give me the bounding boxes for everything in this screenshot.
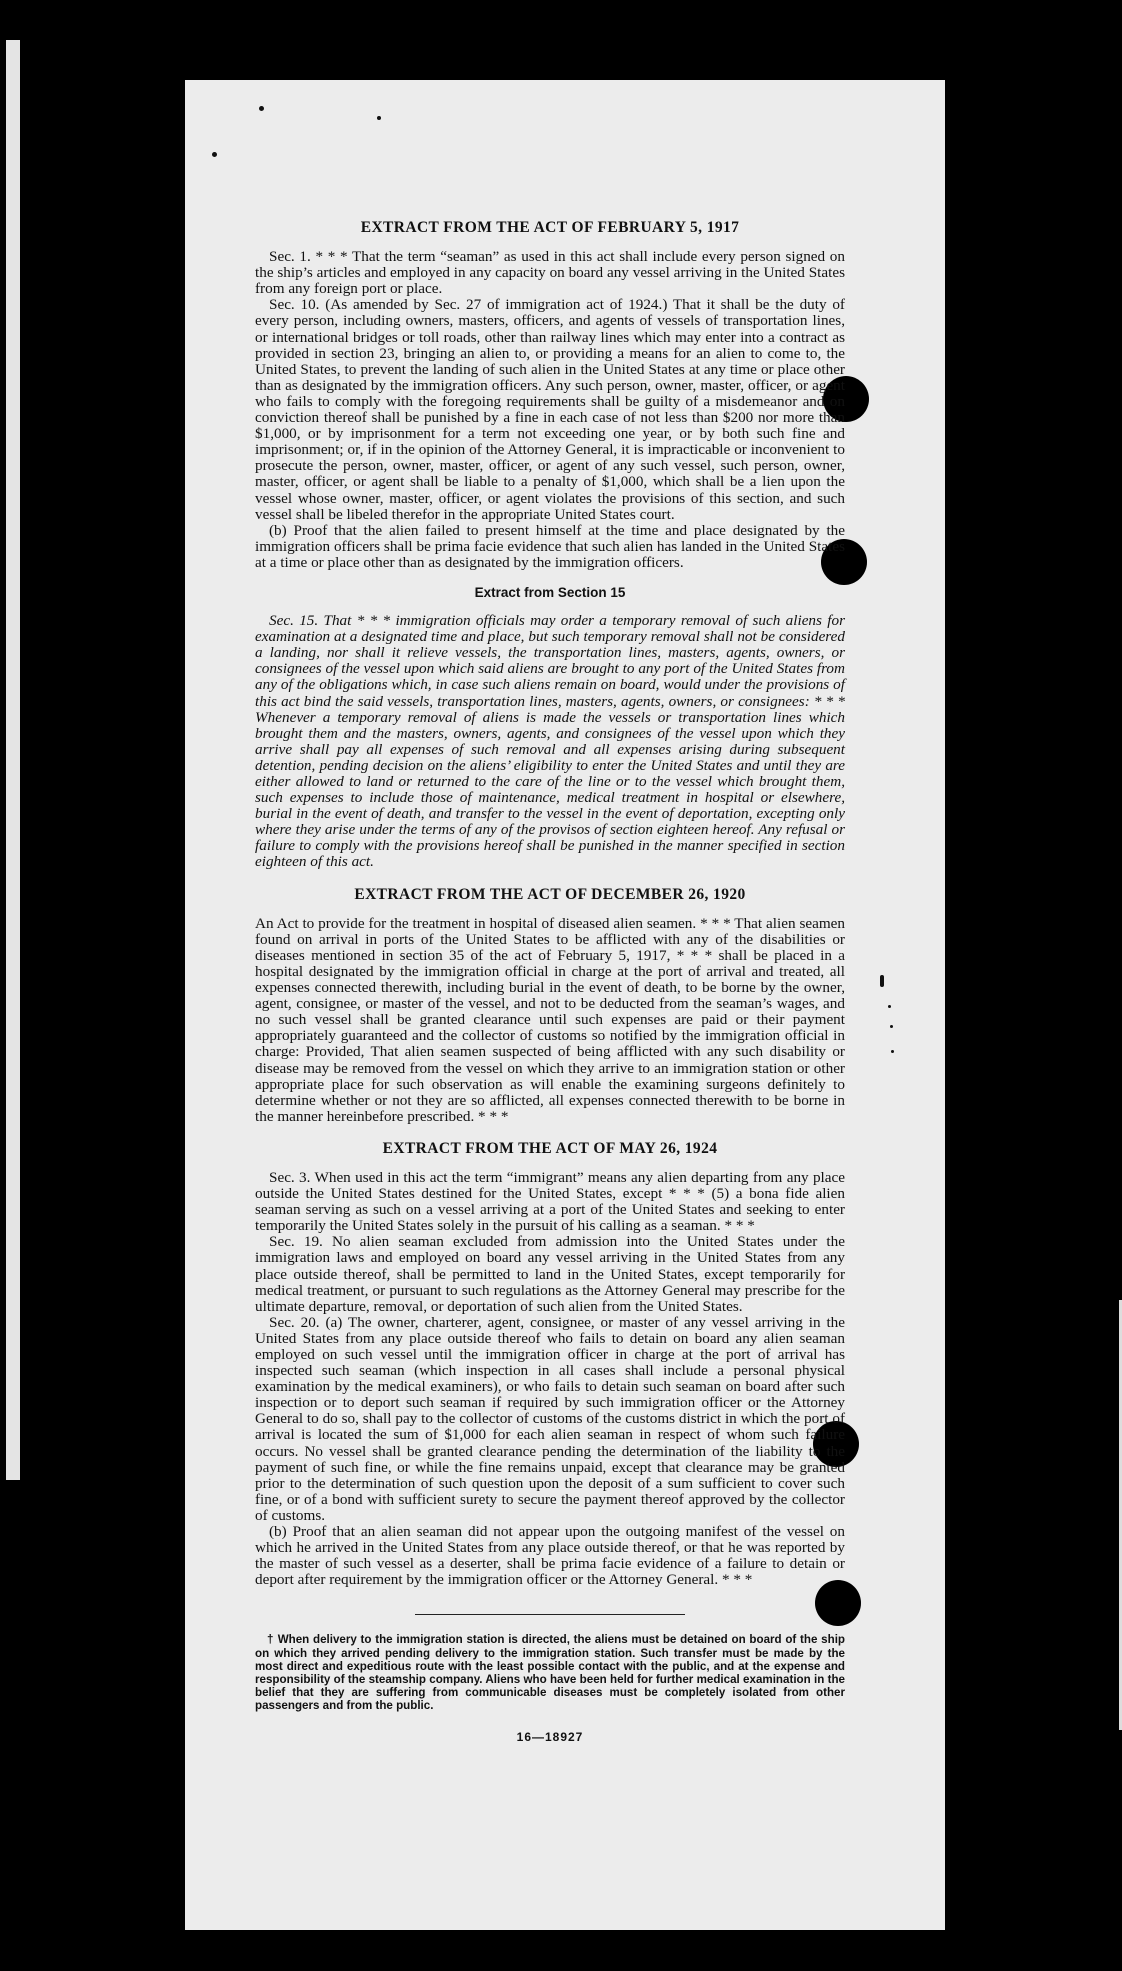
heading-act-dec-1920: EXTRACT FROM THE ACT OF DECEMBER 26, 1920 [354, 885, 746, 903]
ink-speck [890, 1025, 893, 1028]
paragraph-sec-20-a: Sec. 20. (a) The owner, charterer, agent, consignee, or master of any vessel arriving in the United States from any place outside thereof who fails to detain on board any alien seaman employed on such vessel until the immigration officer in charge at the port of arrival has inspected such seaman (which inspection in all cases shall include a personal physical examination by the medical examiners), or who fails to detain such seaman on board after such inspection or to deport such seaman if required by such immigration officer or the Attorney General to do so, shall pay to the collector of customs of the customs district in which the port of arrival is located the sum of $1,000 for each alien seaman in respect of whom such failure occurs. No vessel shall be granted clearance pending the determination of the liability to the payment of such fine, or while the fine remains unpaid, except that clearance may be granted prior to the determination of such question upon the deposit of a sum sufficient to cover such fine, or of a bond with sufficient surety to secure the payment thereof approved by the collector of customs. [255, 1313, 845, 1524]
paragraph-sec-19: Sec. 19. No alien seaman excluded from admission into the United States under the immigration laws and employed on board any vessel arriving in the United States from any place outside thereof, shall be permitted to land in the United States, except temporarily for medical treatment, or pursuant to such regulations as the Attorney General may prescribe for the ultimate departure, removal, or deportation of such alien from the United States. [255, 1233, 845, 1315]
paragraph-sec-10: Sec. 10. (As amended by Sec. 27 of immigration act of 1924.) That it shall be the duty of every person, including owners, masters, officers, and agents of vessels of transportation lines, or international bridges or toll roads, other than railway lines which may enter into a contract as provided in section 23, bringing an alien to, or providing a means for an alien to come to, the United States, to prevent the landing of such alien in the United States at any time or place other than as designated by the immigration officers. Any such person, owner, master, officer, or agent who fails to comply with the foregoing requirements shall be guilty of a misdemeanor and on conviction thereof shall be punished by a fine in each case of not less than $200 nor more than $1,000, or by imprisonment for a term not exceeding one year, or by both such fine and imprisonment; or, if in the opinion of the Attorney General, it is impracticable or inconvenient to prosecute the person, owner, master, officer, or agent of any such vessel, such person, owner, master, officer, or agent shall be liable to a penalty of $1,000, which shall be a lien upon the vessel whose owner, master, officer, or agent violates the provisions of this section, and such vessel shall be libeled therefor in the appropriate United States court. [255, 296, 845, 523]
left-edge-strip [6, 40, 20, 1480]
ink-speck [891, 1050, 894, 1053]
ink-speck [888, 1005, 891, 1008]
paragraph-sec-10-b: (b) Proof that the alien failed to present himself at the time and place designated by the immigration officers shall be prima facie evidence that such alien has landed in the United States at a time or place other than as designated by the immigration officers. [255, 521, 845, 571]
ink-speck [880, 975, 884, 987]
paragraph-sec-3: Sec. 3. When used in this act the term “immigrant” means any alien departing from any place outside the United States destined for the United States, except * * * (5) a bona fide alien seaman serving as such on a vessel arriving at a port of the United States and seeking to enter temporarily the United States solely in the pursuit of his calling as a seaman. * * * [255, 1168, 845, 1235]
paragraph-act-1920: An Act to provide for the treatment in hospital of diseased alien seamen. * * * That alien seamen found on arrival in ports of the United States to be afflicted with any of the disabilities or diseases mentioned in section 35 of the act of February 5, 1917, * * * shall be placed in a hospital designated by the immigration official in charge at the port of arrival and treated, all expenses connected therewith, including burial in the event of death, to be borne by the owner, agent, consignee, or master of the vessel, and not to be deducted from the seaman’s wages, and no such vessel shall be granted clearance until such expenses are paid or their payment appropriately guaranteed and the collector of customs so notified by the immigration official in charge: Provided, That alien seamen suspected of being afflicted with any such disability or disease may be removed from the vessel on which they arrive to an immigration station or other appropriate place for such observation as will enable the examining surgeons definitely to determine whether or not they are so afflicted, all expenses connected therewith to be borne in the manner hereinbefore prescribed. * * * [255, 914, 845, 1125]
heading-section-15: Extract from Section 15 [474, 584, 626, 600]
document-page [185, 80, 945, 1930]
form-number: 16—18927 [516, 1729, 584, 1744]
footnote-divider [415, 1614, 685, 1615]
heading-act-feb-1917: EXTRACT FROM THE ACT OF FEBRUARY 5, 1917 [360, 219, 740, 236]
paragraph-sec-15: Sec. 15. That * * * immigration officials may order a temporary removal of such aliens for examination at a designated time and place, but such temporary removal shall not be considered a landing, nor shall it relieve vessels, the transportation lines, masters, agents, owners, or consignees of the vessel upon which said aliens are brought to any port of the United States from any of the obligations which, in case such aliens remain on board, would under the provisions of this act bind the said vessels, transportation lines, masters, agents, owners, or consignees: * * * Whenever a temporary removal of aliens is made the vessels or transportation lines which brought them and the masters, owners, agents, and consignees of the vessel upon which they arrive shall pay all expenses of such removal and all expenses arising during subsequent detention, pending decision on the aliens’ eligibility to enter the United States and until they are either allowed to land or returned to the care of the line or to the vessel which brought them, such expenses to include those of maintenance, medical treatment in hospital or elsewhere, burial in the event of death, and transfer to the vessel in the event of deportation, excepting only where they arise under the terms of any of the provisos of section eighteen hereof. Any refusal or failure to comply with the provisions hereof shall be punished in the manner specified in section eighteen of this act. [255, 612, 845, 871]
document-body [255, 220, 845, 1745]
heading-act-may-1924: EXTRACT FROM THE ACT OF MAY 26, 1924 [382, 1139, 718, 1157]
ink-speck [212, 152, 217, 157]
ink-speck [377, 116, 381, 120]
ink-speck [259, 106, 264, 111]
paragraph-sec-20-b: (b) Proof that an alien seaman did not appear upon the outgoing manifest of the vessel on which he arrived in the United States from any place outside thereof, or that he was reported by the master of such vessel as a deserter, shall be prima facie evidence of a failure to detain or deport after requirement by the immigration officer or the Attorney General. * * * [255, 1523, 845, 1589]
footnote [255, 1633, 845, 1712]
footnote-text: † When delivery to the immigration station is directed, the aliens must be detained on board of the ship on which they arrived pending delivery to the immigration station. Such transfer must be made by the most direct and expeditious route with the least possible contact with the public, and at the expense and responsibility of the steamship company. Aliens who have been held for further medical examination in the belief that they are suffering from communicable diseases must be completely isolated from other passengers and from the public. [255, 1633, 845, 1713]
paragraph-sec-1: Sec. 1. * * * That the term “seaman” as used in this act shall include every person signed on the ship’s articles and employed in any capacity on board any vessel arriving in the United States from any foreign port or place. [255, 248, 845, 298]
